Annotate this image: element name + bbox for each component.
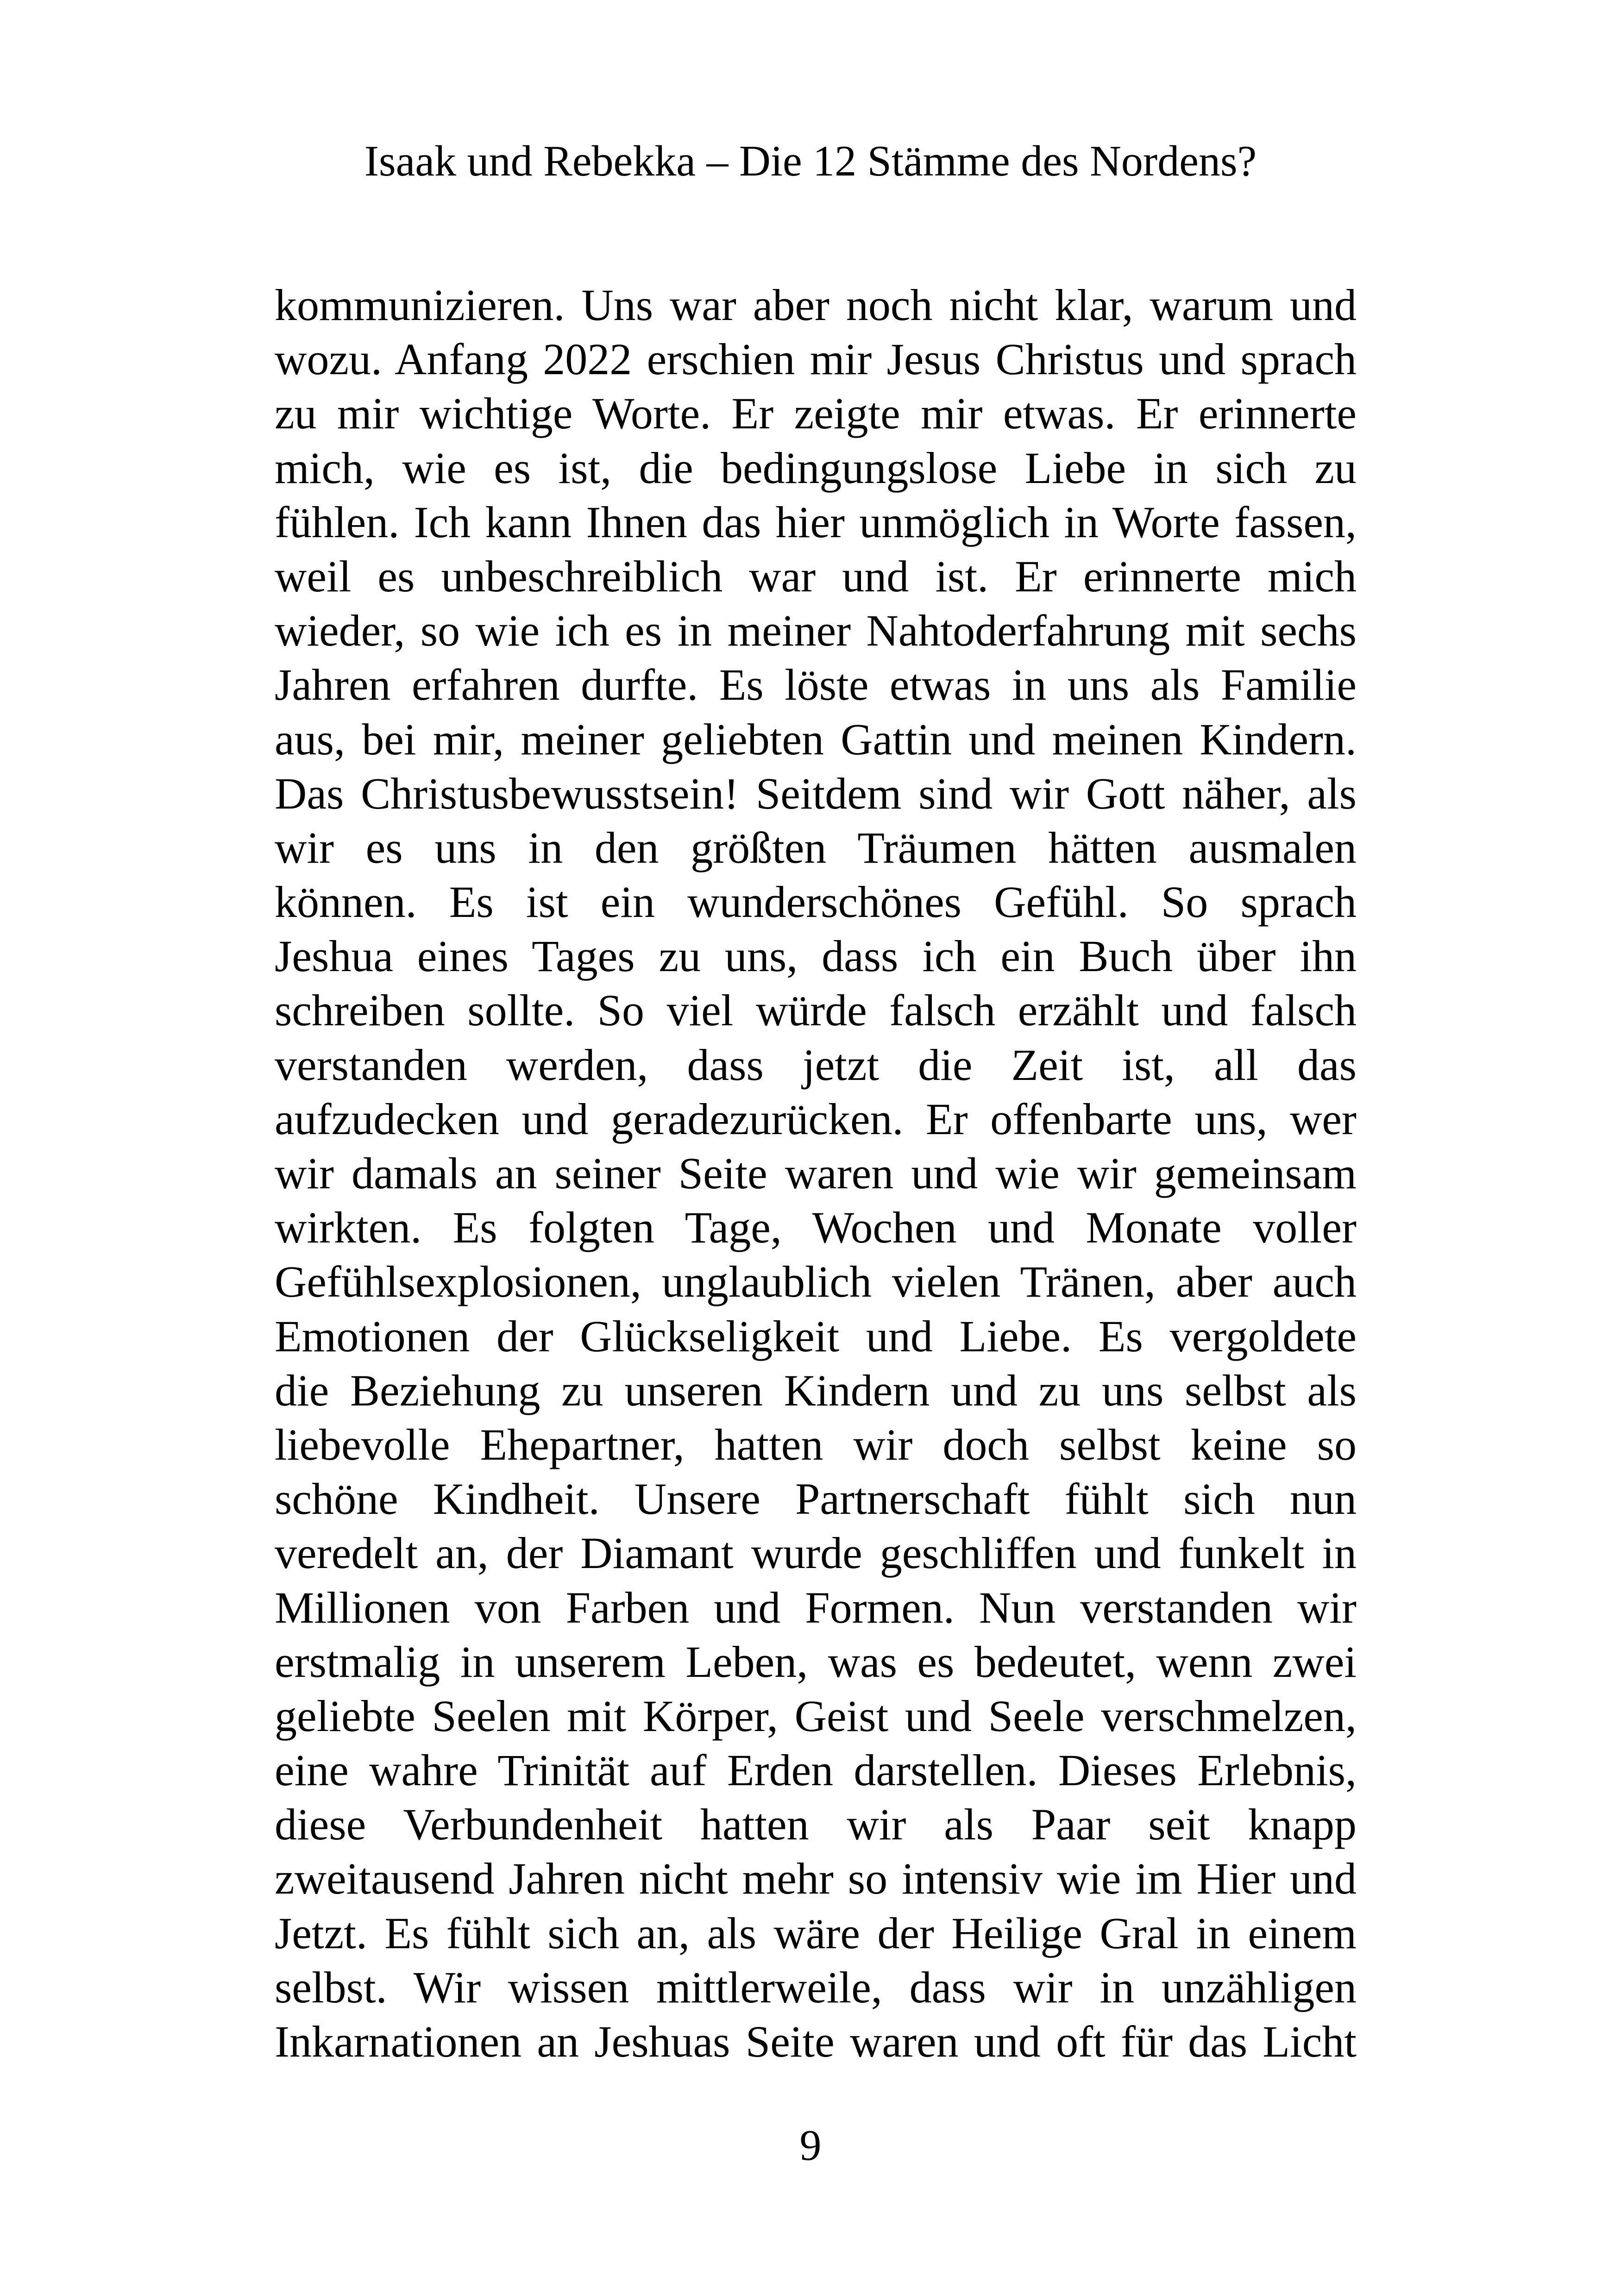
running-header: Isaak und Rebekka – Die 12 Stämme des Nordens?: [364, 137, 1257, 185]
text-line: wir es uns in den größten Träumen hätten ausmalen: [275, 822, 1357, 872]
body-text: [275, 278, 1357, 2069]
text-line: wirkten. Es folgten Tage, Wochen und Monate voller: [275, 1203, 1357, 1253]
text-line: selbst. Wir wissen mittlerweile, dass wir in unzähligen: [275, 1962, 1357, 2012]
text-line: Gefühlsexplosionen, unglaublich vielen Tränen, aber auch: [275, 1257, 1357, 1307]
text-line: aus, bei mir, meiner geliebten Gattin und meinen Kindern.: [275, 714, 1357, 764]
text-line: Jetzt. Es fühlt sich an, als wäre der Heilige Gral in einem: [275, 1908, 1357, 1958]
text-line: Jeshua eines Tages zu uns, dass ich ein Buch über ihn: [275, 931, 1357, 981]
page-number: 9: [799, 2121, 822, 2170]
text-line: wieder, so wie ich es in meiner Nahtoderfahrung mit sechs: [275, 606, 1357, 656]
text-line: weil es unbeschreiblich war und ist. Er erinnerte mich: [275, 551, 1357, 601]
text-line: können. Es ist ein wunderschönes Gefühl. So sprach: [275, 877, 1357, 927]
text-line: Das Christusbewusstsein! Seitdem sind wir Gott näher, als: [275, 768, 1357, 818]
text-line: zu mir wichtige Worte. Er zeigte mir etwas. Er erinnerte: [275, 389, 1357, 439]
text-line: Inkarnationen an Jeshuas Seite waren und oft für das Licht: [275, 2017, 1357, 2066]
text-line: mich, wie es ist, die bedingungslose Liebe in sich zu: [275, 443, 1357, 493]
text-line: veredelt an, der Diamant wurde geschliffen und funkelt in: [275, 1528, 1357, 1578]
text-line: geliebte Seelen mit Körper, Geist und Seele verschmelzen,: [275, 1691, 1357, 1741]
text-line: Jahren erfahren durfte. Es löste etwas in uns als Familie: [275, 660, 1357, 710]
text-line: schöne Kindheit. Unsere Partnerschaft fühlt sich nun: [275, 1474, 1357, 1524]
text-line: fühlen. Ich kann Ihnen das hier unmöglich in Worte fassen,: [275, 497, 1357, 547]
text-line: liebevolle Ehepartner, hatten wir doch selbst keine so: [275, 1419, 1357, 1469]
text-line: schreiben sollte. So viel würde falsch erzählt und falsch: [275, 985, 1357, 1035]
text-line: wir damals an seiner Seite waren und wie wir gemeinsam: [275, 1148, 1357, 1198]
text-line: Millionen von Farben und Formen. Nun verstanden wir: [275, 1582, 1357, 1632]
text-line: diese Verbundenheit hatten wir als Paar seit knapp: [275, 1800, 1357, 1850]
text-line: die Beziehung zu unseren Kindern und zu uns selbst als: [275, 1365, 1357, 1415]
text-line: kommunizieren. Uns war aber noch nicht klar, warum und: [275, 280, 1357, 330]
text-line: verstanden werden, dass jetzt die Zeit ist, all das: [275, 1040, 1357, 1090]
text-line: zweitausend Jahren nicht mehr so intensiv wie im Hier und: [275, 1854, 1357, 1904]
text-line: Emotionen der Glückseligkeit und Liebe. Es vergoldete: [275, 1311, 1357, 1361]
text-line: eine wahre Trinität auf Erden darstellen. Dieses Erlebnis,: [275, 1745, 1357, 1795]
text-line: wozu. Anfang 2022 erschien mir Jesus Christus und sprach: [275, 334, 1357, 384]
text-line: aufzudecken und geradezurücken. Er offenbarte uns, wer: [275, 1094, 1357, 1144]
text-line: erstmalig in unserem Leben, was es bedeutet, wenn zwei: [275, 1637, 1357, 1687]
